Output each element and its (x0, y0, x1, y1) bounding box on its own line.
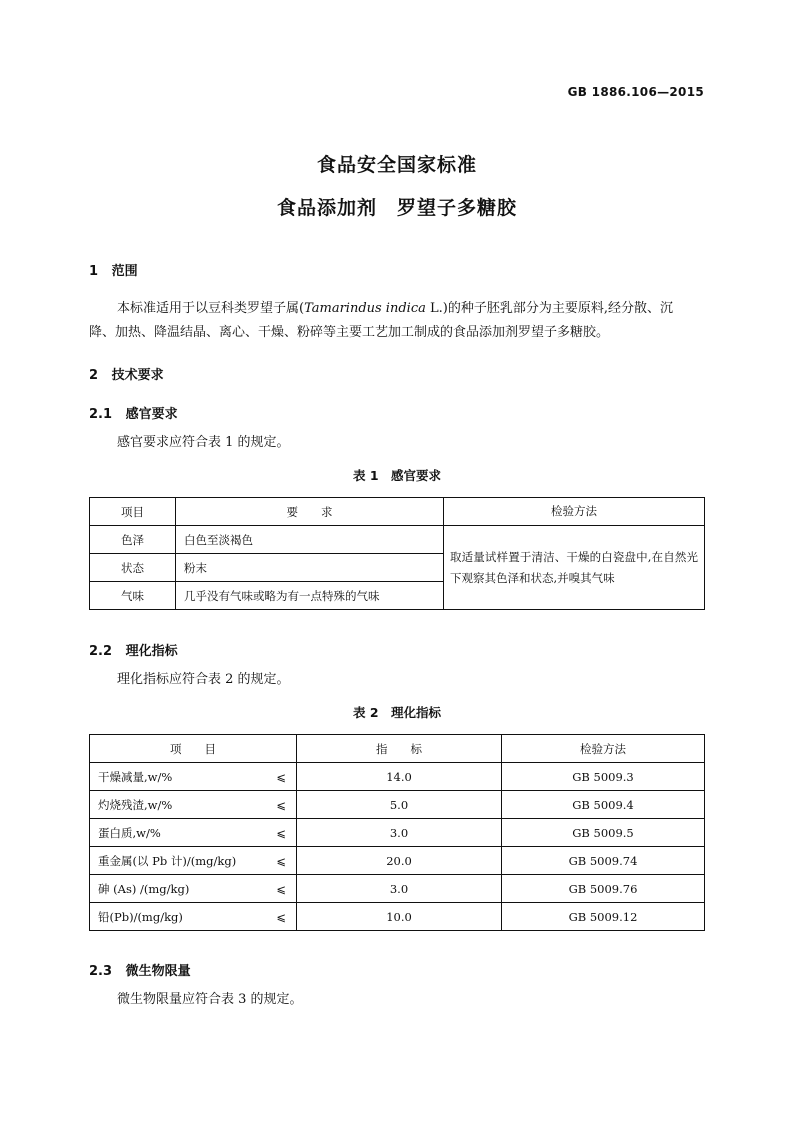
cell-item: 灼烧残渣,w/% ⩽ (90, 791, 297, 819)
table-row (90, 763, 705, 791)
section-1-heading (89, 260, 138, 279)
cell-value: 14.0 (297, 763, 502, 791)
physicochemical-indicators-table (89, 734, 705, 931)
section-2-heading: 2 技术要求 (89, 368, 164, 383)
less-equal-sign: ⩽ (276, 769, 286, 784)
cell-method: 取适量试样置于清洁、干燥的白瓷盘中,在自然光下观察其色泽和状态,并嗅其气味 (444, 526, 705, 610)
table-row (90, 526, 705, 554)
cell-requirement: 白色至淡褐色 (175, 526, 443, 554)
cell-item: 砷 (As) /(mg/kg) ⩽ (90, 875, 297, 903)
table-row (90, 903, 705, 931)
section-1-paragraph: 本标准适用于以豆科类罗望子属(Tamarindus indica L.)的种子胚乳部分为主要原料,经分散、沉 (117, 301, 673, 316)
cell-value: 5.0 (297, 791, 502, 819)
section-number: 1 (89, 264, 99, 279)
cell-requirement: 粉末 (175, 554, 443, 582)
section-2-3-paragraph: 微生物限量应符合表 3 的规定。 (117, 992, 303, 1007)
cell-method: GB 5009.76 (502, 875, 705, 903)
cell-method: GB 5009.3 (502, 763, 705, 791)
column-header: 检验方法 (502, 735, 705, 763)
table-1-caption: 表 1 感官要求 (352, 468, 442, 483)
document-subtitle: 食品添加剂 罗望子多糖胶 (276, 197, 517, 219)
less-equal-sign: ⩽ (276, 797, 286, 812)
latin-name: Tamarindus indica (304, 301, 426, 316)
less-equal-sign: ⩽ (276, 825, 286, 840)
standard-number: GB 1886.106—2015 (567, 85, 704, 99)
cell-item: 气味 (90, 582, 176, 610)
cell-value: 3.0 (297, 875, 502, 903)
cell-item: 状态 (90, 554, 176, 582)
column-header: 要 求 (175, 498, 443, 526)
column-header: 检验方法 (444, 498, 705, 526)
table-row (90, 791, 705, 819)
less-equal-sign: ⩽ (276, 853, 286, 868)
cell-requirement: 几乎没有气味或略为有一点特殊的气味 (175, 582, 443, 610)
section-2-2-paragraph: 理化指标应符合表 2 的规定。 (117, 672, 290, 687)
cell-method: GB 5009.4 (502, 791, 705, 819)
less-equal-sign: ⩽ (276, 881, 286, 896)
table-header-row (90, 735, 705, 763)
cell-item: 色泽 (90, 526, 176, 554)
document-title: 食品安全国家标准 (316, 154, 477, 176)
section-1-paragraph-line2: 降、加热、降温结晶、离心、干燥、粉碎等主要工艺加工制成的食品添加剂罗望子多糖胶。 (89, 325, 610, 340)
section-title: 范围 (111, 264, 138, 279)
section-2-1-heading: 2.1 感官要求 (89, 407, 178, 422)
cell-item: 蛋白质,w/% ⩽ (90, 819, 297, 847)
table-header-row (90, 498, 705, 526)
table-row (90, 819, 705, 847)
cell-value: 10.0 (297, 903, 502, 931)
section-2-1-paragraph: 感官要求应符合表 1 的规定。 (117, 435, 290, 450)
cell-method: GB 5009.5 (502, 819, 705, 847)
cell-value: 20.0 (297, 847, 502, 875)
column-header: 项目 (90, 498, 176, 526)
section-2-3-heading: 2.3 微生物限量 (89, 964, 191, 979)
cell-item: 重金属(以 Pb 计)/(mg/kg) ⩽ (90, 847, 297, 875)
cell-method: GB 5009.74 (502, 847, 705, 875)
cell-item: 干燥减量,w/% ⩽ (90, 763, 297, 791)
table-row (90, 847, 705, 875)
column-header: 指 标 (297, 735, 502, 763)
cell-method: GB 5009.12 (502, 903, 705, 931)
table-row (90, 875, 705, 903)
table-2-caption: 表 2 理化指标 (352, 705, 442, 720)
column-header: 项 目 (90, 735, 297, 763)
section-2-2-heading: 2.2 理化指标 (89, 644, 178, 659)
less-equal-sign: ⩽ (276, 909, 286, 924)
cell-value: 3.0 (297, 819, 502, 847)
cell-item: 铅(Pb)/(mg/kg) ⩽ (90, 903, 297, 931)
sensory-requirements-table (89, 497, 705, 610)
